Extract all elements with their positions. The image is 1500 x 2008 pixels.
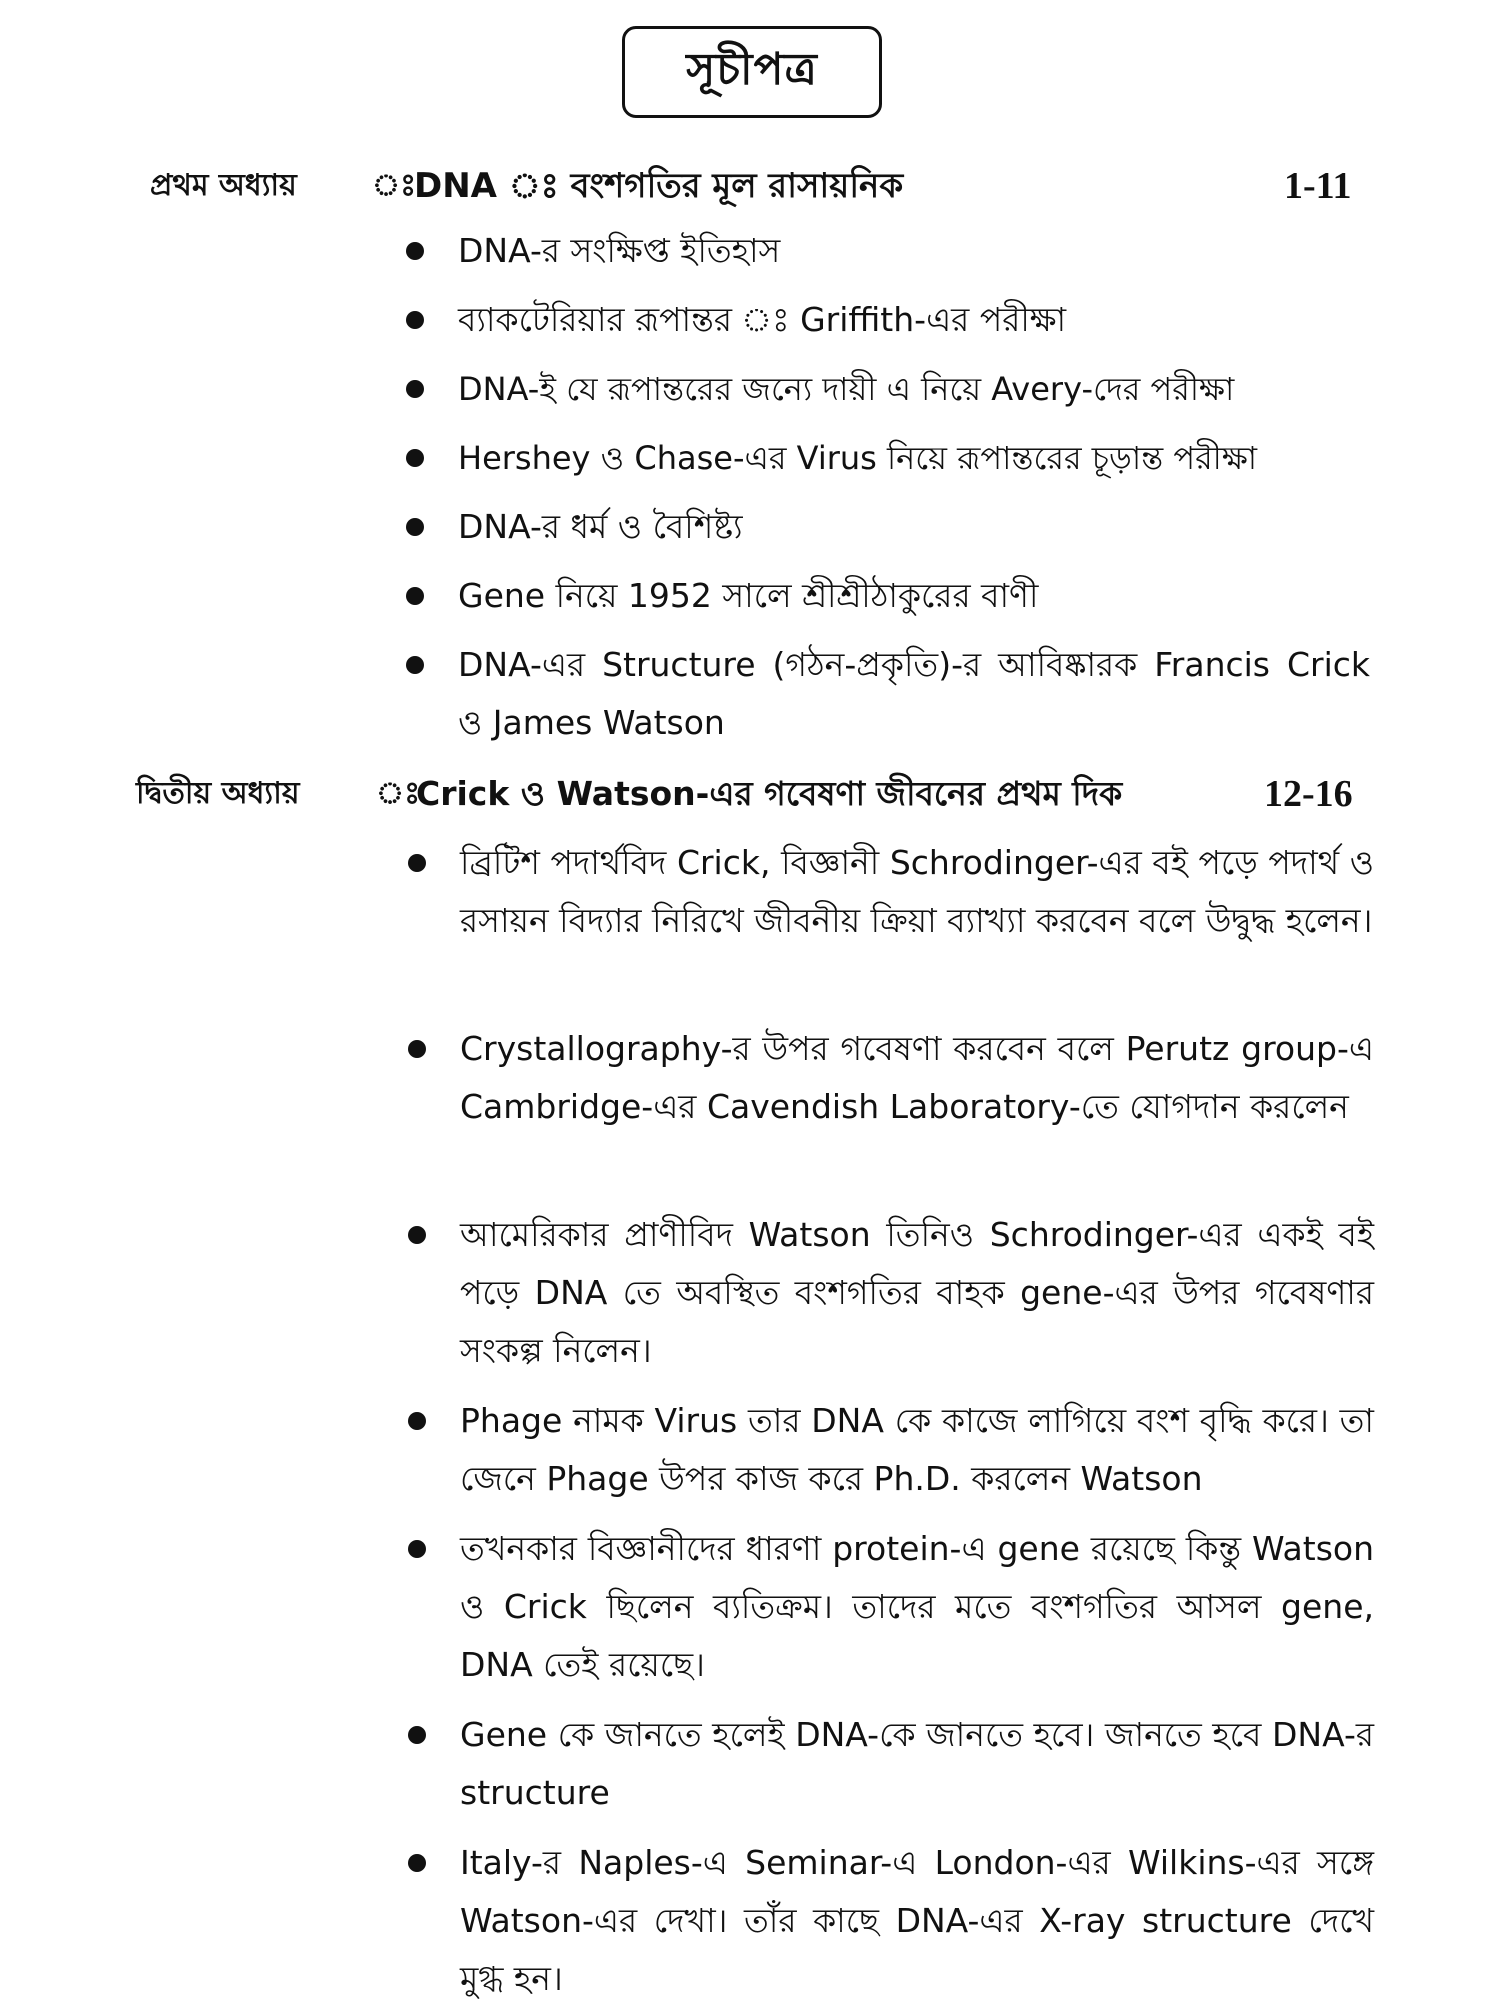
list-item-text: Italy-র Naples-এ Seminar-এ London-এর Wilkins-এর সঙ্গে Watson-এর দেখা। তাঁর কাছে DNA-এর X-ray structure দেখে মুগ্ধ হন।: [460, 1843, 1374, 1998]
bullet-icon: [406, 311, 424, 329]
bullet-icon: [406, 587, 424, 605]
bullet-icon: [406, 656, 424, 674]
bullet-icon: [406, 242, 424, 260]
list-item-text: Gene কে জানতে হলেই DNA-কে জানতে হবে। জানতে হবে DNA-র structure: [460, 1715, 1374, 1812]
chapter-page-range: 12-16: [1264, 773, 1353, 815]
list-item-text: আমেরিকার প্রাণীবিদ Watson তিনিও Schrodinger-এর একই বই পড়ে DNA তে অবস্থিত বংশগতির বাহক gene-এর উপর গবেষণার সংকল্প নিলেন।: [460, 1215, 1374, 1370]
list-item-text: DNA-র সংক্ষিপ্ত ইতিহাস: [458, 231, 781, 270]
page-title: সূচীপত্র: [686, 43, 818, 95]
bullet-icon: [408, 854, 426, 872]
chapter-label: প্রথম অধ্যায়: [150, 168, 297, 203]
page-title-box: [622, 26, 882, 118]
bullet-icon: [406, 449, 424, 467]
bullet-icon: [406, 380, 424, 398]
bullet-icon: [408, 1854, 426, 1872]
list-item-text: Gene নিয়ে 1952 সালে শ্রীশ্রীঠাকুরের বাণী: [458, 576, 1039, 615]
chapter-label: দ্বিতীয় অধ্যায়: [136, 776, 300, 811]
chapter-title: Crick ও Watson-এর গবেষণা জীবনের প্রথম দিক: [416, 774, 1123, 813]
bullet-icon: [408, 1726, 426, 1744]
chapter-separator: ঃ: [372, 168, 417, 203]
bullet-icon: [406, 518, 424, 536]
list-item-text: তখনকার বিজ্ঞানীদের ধারণা protein-এ gene রয়েছে কিন্তু Watson ও Crick ছিলেন ব্যতিক্রম। তাদের মতে বংশগতির আসল gene, DNA তেই রয়েছে।: [460, 1529, 1374, 1684]
bullet-icon: [408, 1540, 426, 1558]
list-item-text: DNA-ই যে রূপান্তরের জন্যে দায়ী এ নিয়ে Avery-দের পরীক্ষা: [458, 370, 1235, 408]
chapter-title: DNA ঃ বংশগতির মূল রাসায়নিক: [414, 166, 904, 206]
list-item-text: Crystallography-র উপর গবেষণা করবেন বলে Perutz group-এ Cambridge-এর Cavendish Laboratory-তে যোগদান করলেন: [460, 1029, 1374, 1126]
bullet-icon: [408, 1226, 426, 1244]
list-item-text: ব্রিটিশ পদার্থবিদ Crick, বিজ্ঞানী Schrodinger-এর বই পড়ে পদার্থ ও রসায়ন বিদ্যার নিরিখে জীবনীয় ক্রিয়া ব্যাখ্যা করবেন বলে উদ্বুদ্ধ হলেন।: [460, 843, 1374, 940]
chapter-2-heading: [0, 766, 1500, 822]
bullet-icon: [408, 1412, 426, 1430]
list-item-text: DNA-এর Structure (গঠন-প্রকৃতি)-র আবিষ্কারক Francis Crick ও James Watson: [458, 645, 1370, 742]
list-item-text: ব্যাকটেরিয়ার রূপান্তর ঃ Griffith-এর পরীক্ষা: [458, 300, 1067, 339]
list-item-text: Phage নামক Virus তার DNA কে কাজে লাগিয়ে বংশ বৃদ্ধি করে। তা জেনে Phage উপর কাজ করে Ph.D. করলেন Watson: [460, 1401, 1374, 1498]
list-item-text: DNA-র ধর্ম ও বৈশিষ্ট্য: [458, 507, 743, 546]
chapter-separator: ঃ: [376, 776, 421, 811]
bullet-icon: [408, 1040, 426, 1058]
list-item-text: Hershey ও Chase-এর Virus নিয়ে রূপান্তরের চূড়ান্ত পরীক্ষা: [458, 439, 1258, 477]
chapter-1-heading: [0, 158, 1500, 214]
chapter-page-range: 1-11: [1284, 165, 1352, 207]
